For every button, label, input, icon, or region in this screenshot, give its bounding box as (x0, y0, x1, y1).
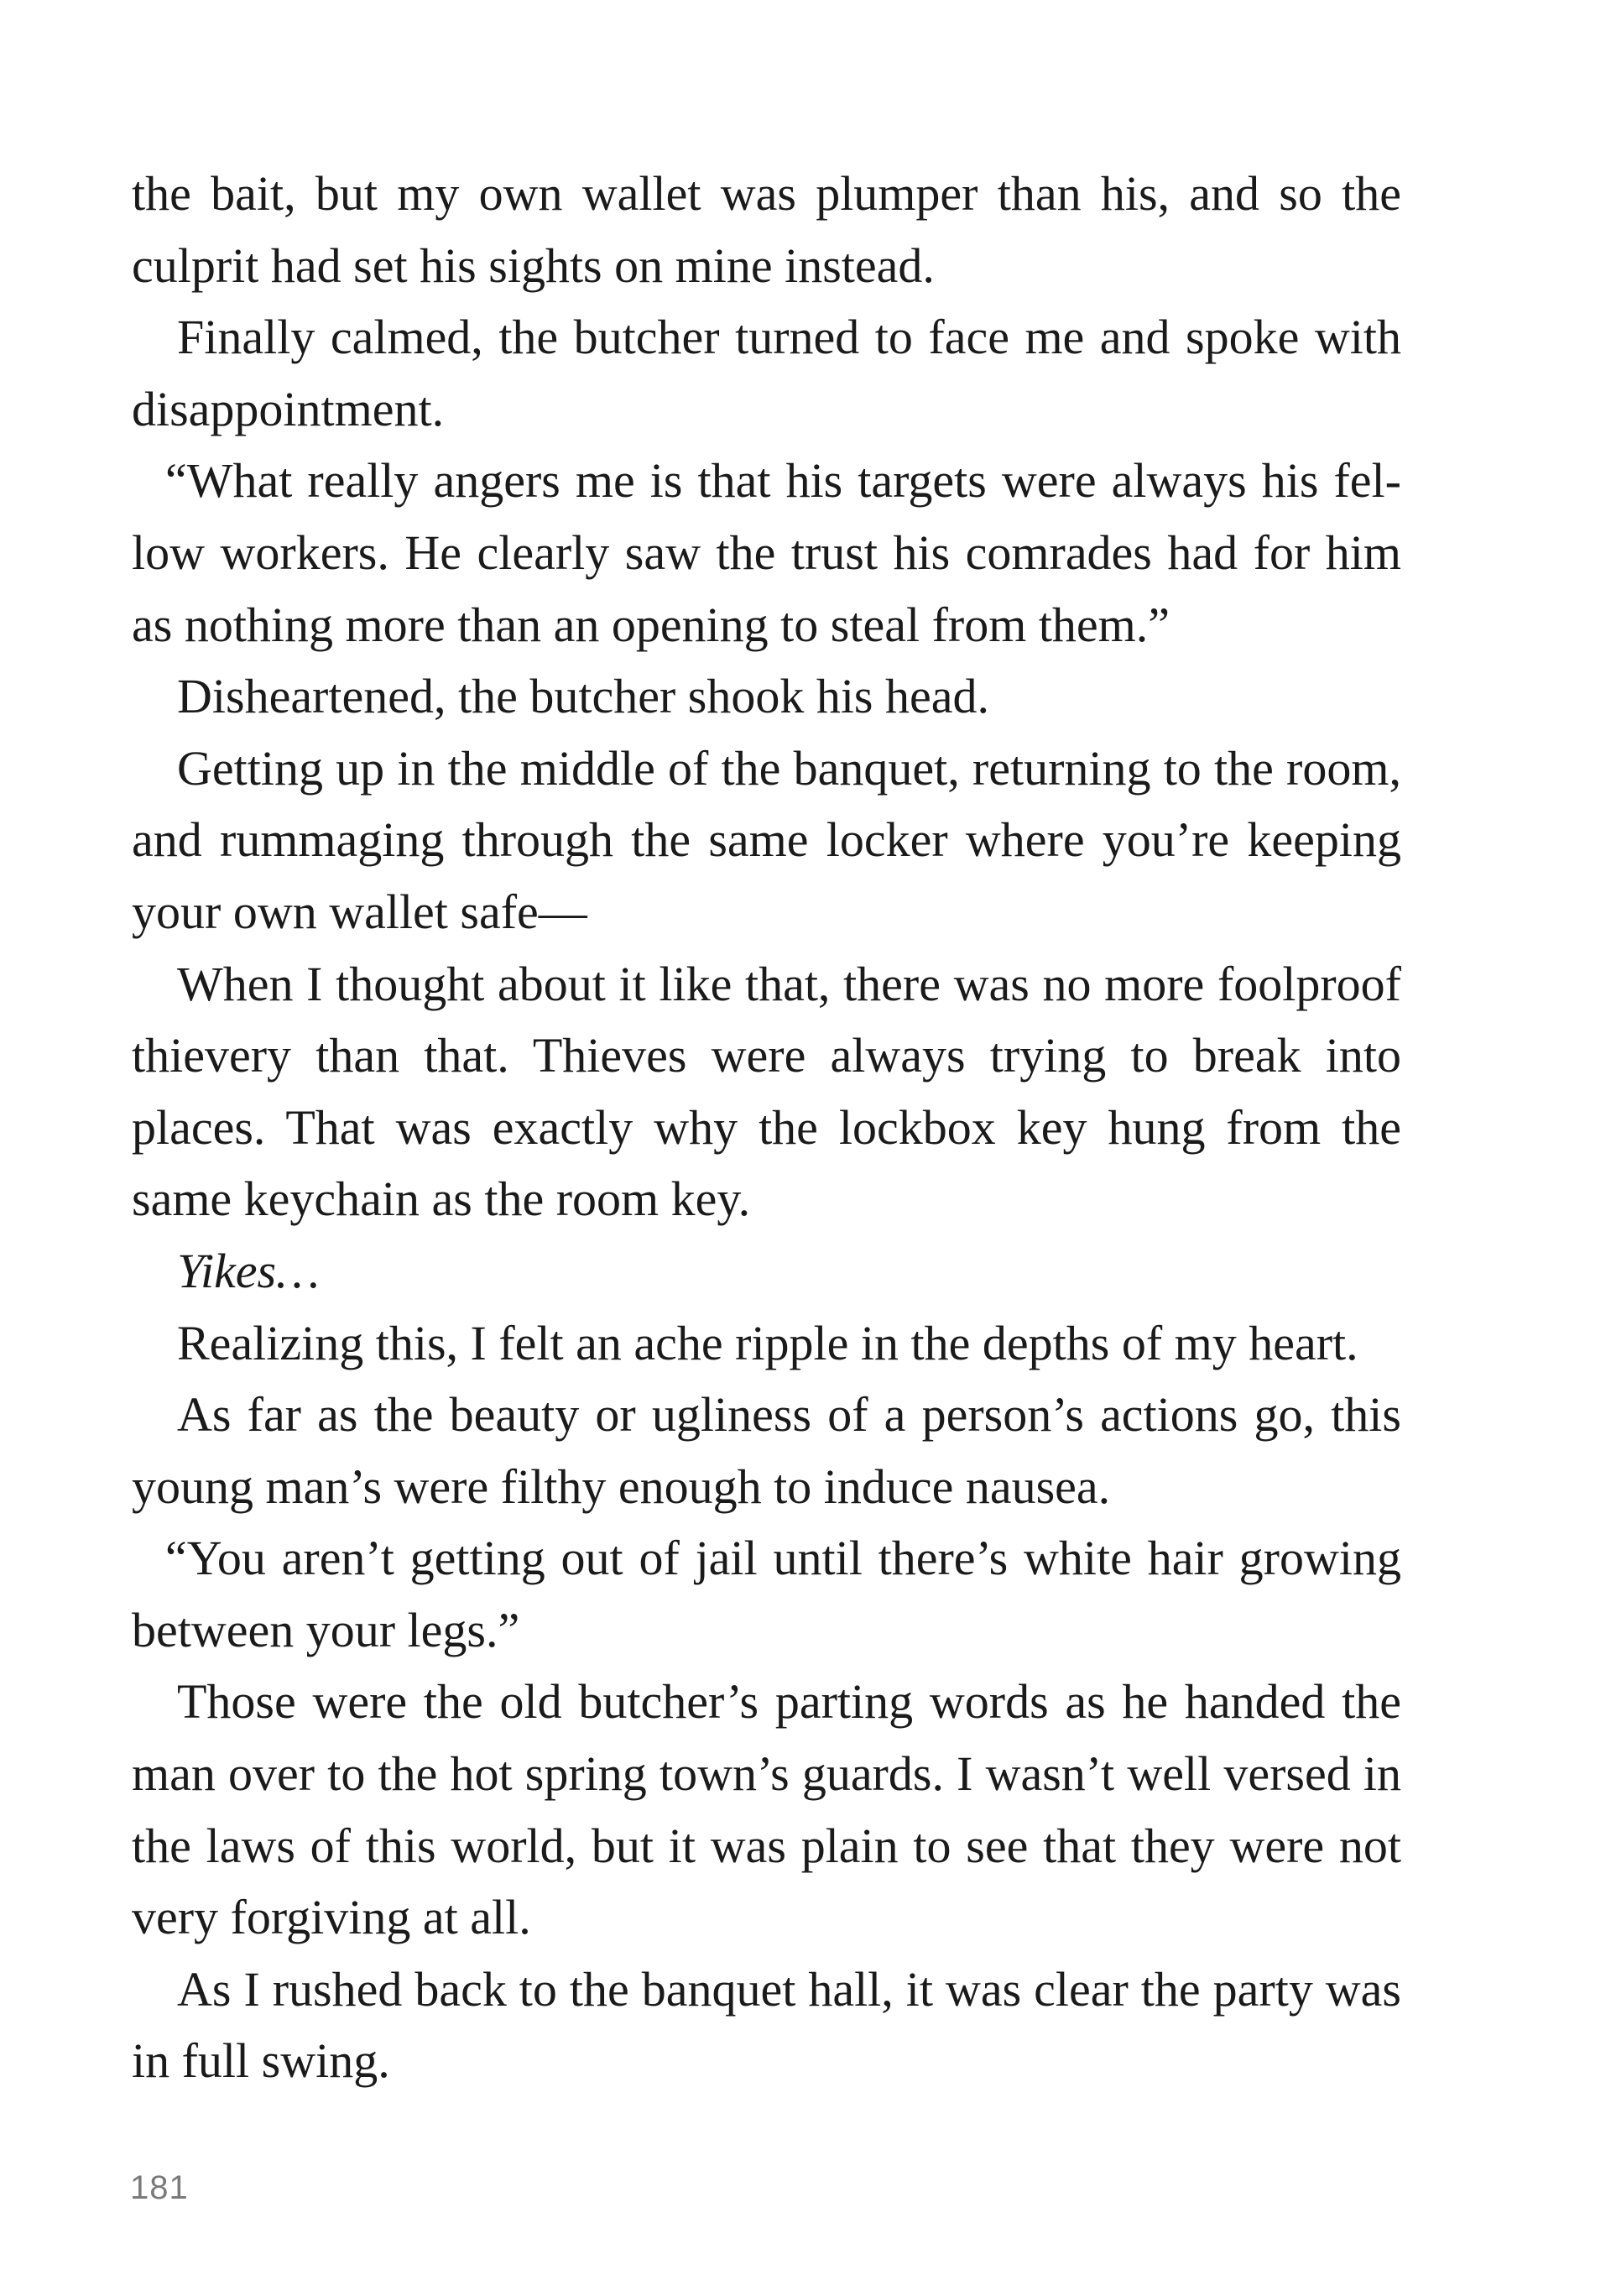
paragraph: Those were the old butcher’s parting words as he handed the man over to the hot spring town’s guards. I wasn’t well versed in the laws of this world, but it was plain to see that they were not very forgiving at all. (132, 1674, 1401, 1945)
paragraph: Realizing this, I felt an ache ripple in the depths of my heart. (177, 1315, 1358, 1370)
paragraph: Getting up in the middle of the banquet, returning to the room, and rummaging through the same locker where you’re keeping your own wallet safe— (132, 740, 1401, 939)
paragraph: Finally calmed, the butcher turned to face me and spoke with disappointment. (132, 310, 1401, 436)
page-number: 181 (130, 2169, 189, 2206)
paragraph: “What really angers me is that his targets were always his fellow workers. He clearly saw the trust his comrades had for him as nothing more than an opening to steal from them.” (132, 453, 1401, 652)
paragraph: the bait, but my own wallet was plumper than his, and so the culprit had set his sights on mine instead. (132, 166, 1401, 293)
paragraph: Yikes… (177, 1243, 320, 1298)
paragraph: “You aren’t getting out of jail until there’s white hair growing between your legs.” (132, 1531, 1401, 1657)
paragraph: As I rushed back to the banquet hall, it was clear the party was in full swing. (132, 1961, 1401, 2089)
paragraph: Disheartened, the butcher shook his head. (177, 669, 989, 724)
paragraph: When I thought about it like that, there was no more foolproof thievery than that. Thieves were always trying to break into places. That was exactly why the lockbox key hung from the same keychain as the room key. (132, 956, 1401, 1227)
body-text (132, 158, 1401, 2097)
paragraph: As far as the beauty or ugliness of a person’s actions go, this young man’s were filthy enough to induce nausea. (132, 1387, 1401, 1514)
